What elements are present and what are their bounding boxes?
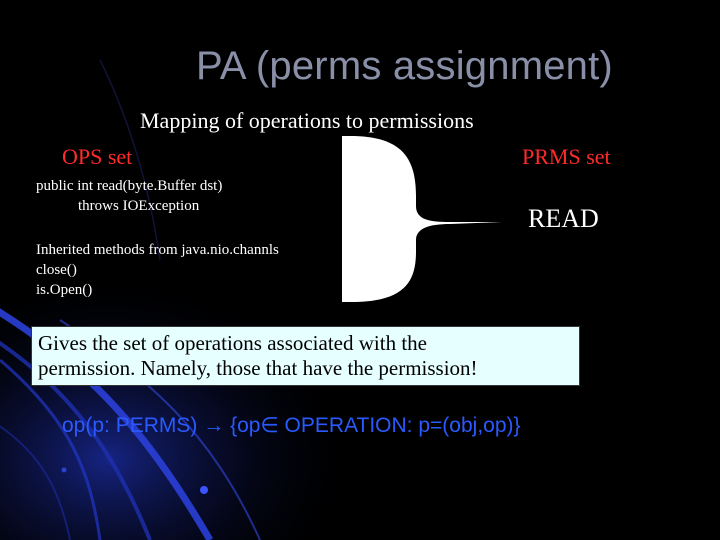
prms-set-label: PRMS set — [522, 144, 611, 169]
slide-title: PA (perms assignment) — [196, 44, 613, 88]
ops-set-label: OPS set — [62, 144, 133, 169]
permission-read: READ — [528, 204, 599, 233]
operation-read-signature: public int read(byte.Buffer dst) — [36, 178, 223, 194]
operation-close: close() — [36, 262, 77, 278]
explanation-note-box — [31, 326, 580, 386]
formula-right: {op∈ OPERATION: p=(obj,op)} — [230, 414, 521, 437]
mapping-brace-shape — [340, 136, 520, 302]
formula-left: op(p: PERMS) — [62, 414, 198, 437]
right-arrow-icon: → — [203, 414, 225, 437]
slide-subtitle: Mapping of operations to permissions — [140, 108, 474, 133]
operation-isopen: is.Open() — [36, 282, 93, 298]
formula — [62, 413, 521, 438]
note-line-2: permission. Namely, those that have the permission! — [38, 356, 478, 380]
inherited-methods-label: Inherited methods from java.nio.channls — [36, 242, 279, 258]
operation-read-throws: throws IOException — [78, 198, 200, 214]
note-line-1: Gives the set of operations associated with the — [38, 331, 427, 355]
